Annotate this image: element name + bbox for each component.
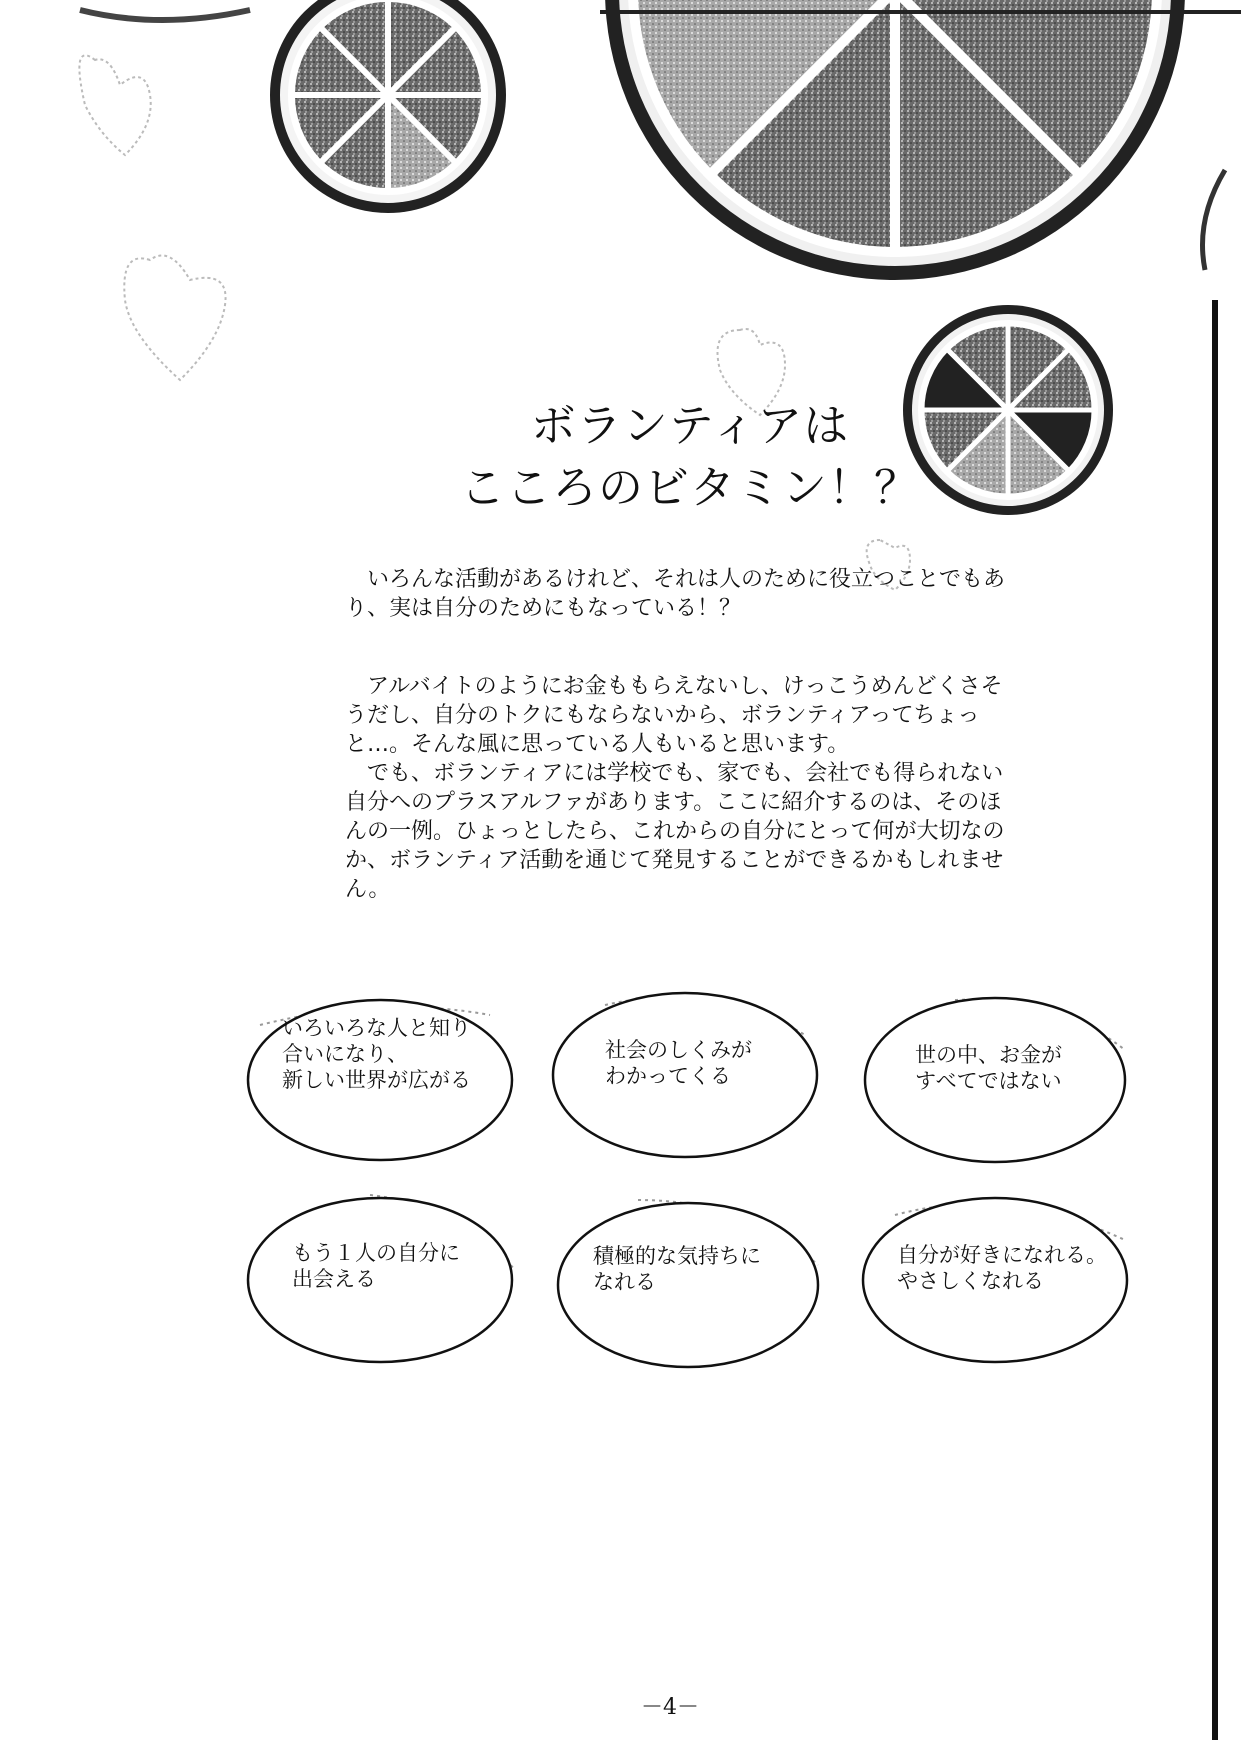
- bubble-line: 合いになり、: [282, 1042, 408, 1066]
- title-line-2: こころのビタミン！？: [459, 461, 920, 514]
- citrus-slice-icon: [605, 0, 1185, 280]
- bubble-line: なれる: [593, 1270, 656, 1294]
- main-paragraph-2: でも、ボランティアには学校でも、家でも、会社でも得られない自分へのプラスアルファがあります。ここに紹介するのは、そのほんの一例。ひょっとしたら、これからの自分にとって何が大切なのか、ボランティア活動を通じて発見することができるかもしれません。: [345, 761, 1005, 902]
- bubble-line: 出会える: [292, 1267, 376, 1291]
- bubble-line: 新しい世界が広がる: [282, 1068, 471, 1092]
- page-title: [440, 395, 940, 519]
- benefit-bubble: [548, 1185, 838, 1365]
- bubble-line: 積極的な気持ちに: [593, 1244, 761, 1268]
- bubble-line: もう１人の自分に: [292, 1241, 460, 1265]
- citrus-slice-icon: [1203, 170, 1226, 270]
- heart-doodle-icon: [124, 256, 225, 381]
- bubble-text: [605, 1037, 752, 1089]
- citrus-slice-icon: [80, 10, 250, 20]
- right-rule: [1212, 300, 1218, 1740]
- bubble-line: いろいろな人と知り: [282, 1016, 471, 1040]
- heart-doodle-icon: [79, 55, 150, 155]
- benefit-bubble: [855, 1180, 1145, 1360]
- citrus-slice-icon: [270, 0, 506, 213]
- intro-paragraph: [345, 565, 1005, 623]
- page-number: －4－: [641, 1695, 699, 1720]
- bubble-line: やさしくなれる: [897, 1269, 1044, 1293]
- main-text: [345, 672, 1005, 904]
- bubble-text: [915, 1042, 1062, 1094]
- main-paragraph-1: アルバイトのようにお金ももらえないし、けっこうめんどくさそうだし、自分のトクにもならないから、ボランティアってちょっと…。そんな風に思っている人もいると思います。: [345, 674, 1003, 757]
- benefit-bubble: [240, 1180, 530, 1360]
- benefit-bubble: [855, 980, 1145, 1160]
- benefit-bubble: [240, 985, 530, 1165]
- bubble-text: [282, 1015, 471, 1093]
- bubble-line: すべてではない: [915, 1069, 1062, 1093]
- bubble-line: 社会のしくみが: [605, 1038, 752, 1062]
- bubble-text: [292, 1240, 460, 1292]
- bubble-line: 世の中、お金が: [915, 1043, 1062, 1067]
- benefit-bubble: [545, 975, 835, 1155]
- top-rule: [600, 10, 1241, 14]
- intro-text: いろんな活動があるけれど、それは人のために役立つことでもあり、実は自分のためにもなっている！？: [345, 567, 1006, 621]
- bubble-text: [593, 1243, 761, 1295]
- bubble-line: 自分が好きになれる。: [897, 1243, 1107, 1267]
- bubble-line: わかってくる: [605, 1064, 731, 1088]
- bubble-text: [897, 1242, 1107, 1294]
- title-line-1: ボランティアは: [530, 399, 850, 452]
